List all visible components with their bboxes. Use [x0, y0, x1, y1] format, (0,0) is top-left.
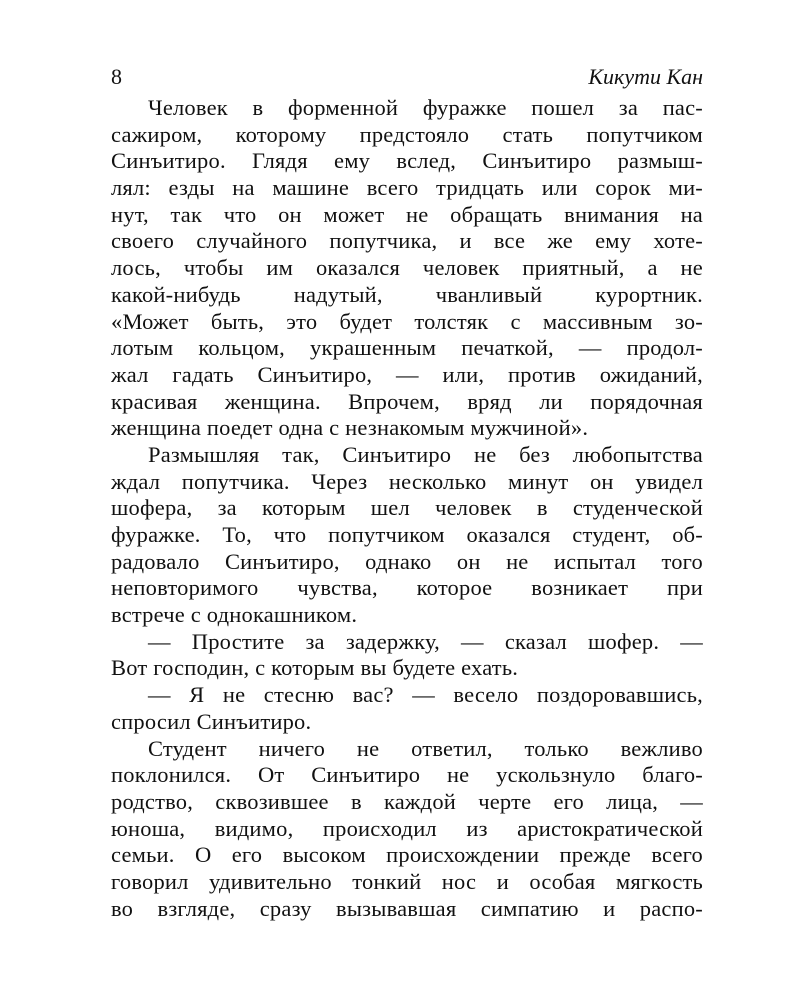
text-line: фуражке. То, что попутчиком оказался студент, об- [111, 522, 703, 547]
text-line: своего случайного попутчика, и все же ему хоте- [111, 228, 703, 254]
text-line: жал гадать Синъитиро, — или, против ожиданий, [111, 361, 703, 387]
text-line: сажиром, которому предстояло стать попутчиком [111, 121, 703, 147]
page-number: 8 [111, 64, 122, 89]
text-line: говорил удивительно тонкий нос и особая мягкость [111, 868, 703, 894]
text-line: ждал попутчика. Через несколько минут он увидел [111, 468, 703, 494]
text-line: лось, чтобы им оказался человек приятный, а не [111, 255, 703, 281]
text-line: — Я не стесню вас? — весело поздоровавшись, [148, 682, 703, 708]
text-line: шофера, за которым шел человек в студенческой [111, 495, 703, 521]
text-line: женщина поедет одна с незнакомым мужчиной». [111, 415, 589, 441]
text-line: неповторимого чувства, которое возникает при [111, 575, 703, 601]
text-line: — Простите за задержку, — сказал шофер. — [148, 628, 703, 654]
text-line: родство, сквозившее в каждой черте его лица, — [111, 788, 703, 814]
text-line: Синъитиро. Глядя ему вслед, Синъитиро размыш- [111, 148, 703, 174]
text-line: Человек в форменной фуражке пошел за пас- [148, 95, 703, 120]
text-line: семьи. О его высоком происхождении прежде всего [111, 842, 703, 868]
text-line: юноша, видимо, происходил из аристократической [111, 815, 703, 841]
running-head [111, 60, 703, 94]
running-title-author: Кикути Кан [588, 64, 703, 89]
text-line: лотым кольцом, украшенным печаткой, — продол- [111, 335, 703, 361]
text-line: спросил Синъитиро. [111, 708, 312, 734]
text-line: какой-нибудь надутый, чванливый курортник. [111, 281, 703, 307]
text-line: встрече с однокашником. [111, 602, 358, 628]
text-line: лял: езды на машине всего тридцать или сорок ми- [111, 175, 703, 201]
body-text [111, 95, 703, 922]
text-line: нут, так что он может не обращать внимания на [111, 201, 703, 227]
text-line: Студент ничего не ответил, только вежливо [148, 735, 703, 761]
text-line: «Может быть, это будет толстяк с массивным зо- [111, 308, 703, 334]
text-line: во взгляде, сразу вызывавшая симпатию и распо- [111, 895, 703, 921]
text-line: красивая женщина. Впрочем, вряд ли порядочная [111, 388, 703, 414]
text-line: Размышляя так, Синъитиро не без любопытства [148, 441, 703, 467]
text-line: поклонился. От Синъитиро не ускользнуло благо- [111, 762, 703, 788]
text-line: Вот господин, с которым вы будете ехать. [111, 655, 519, 681]
text-line: радовало Синъитиро, однако он не испытал того [111, 548, 703, 574]
